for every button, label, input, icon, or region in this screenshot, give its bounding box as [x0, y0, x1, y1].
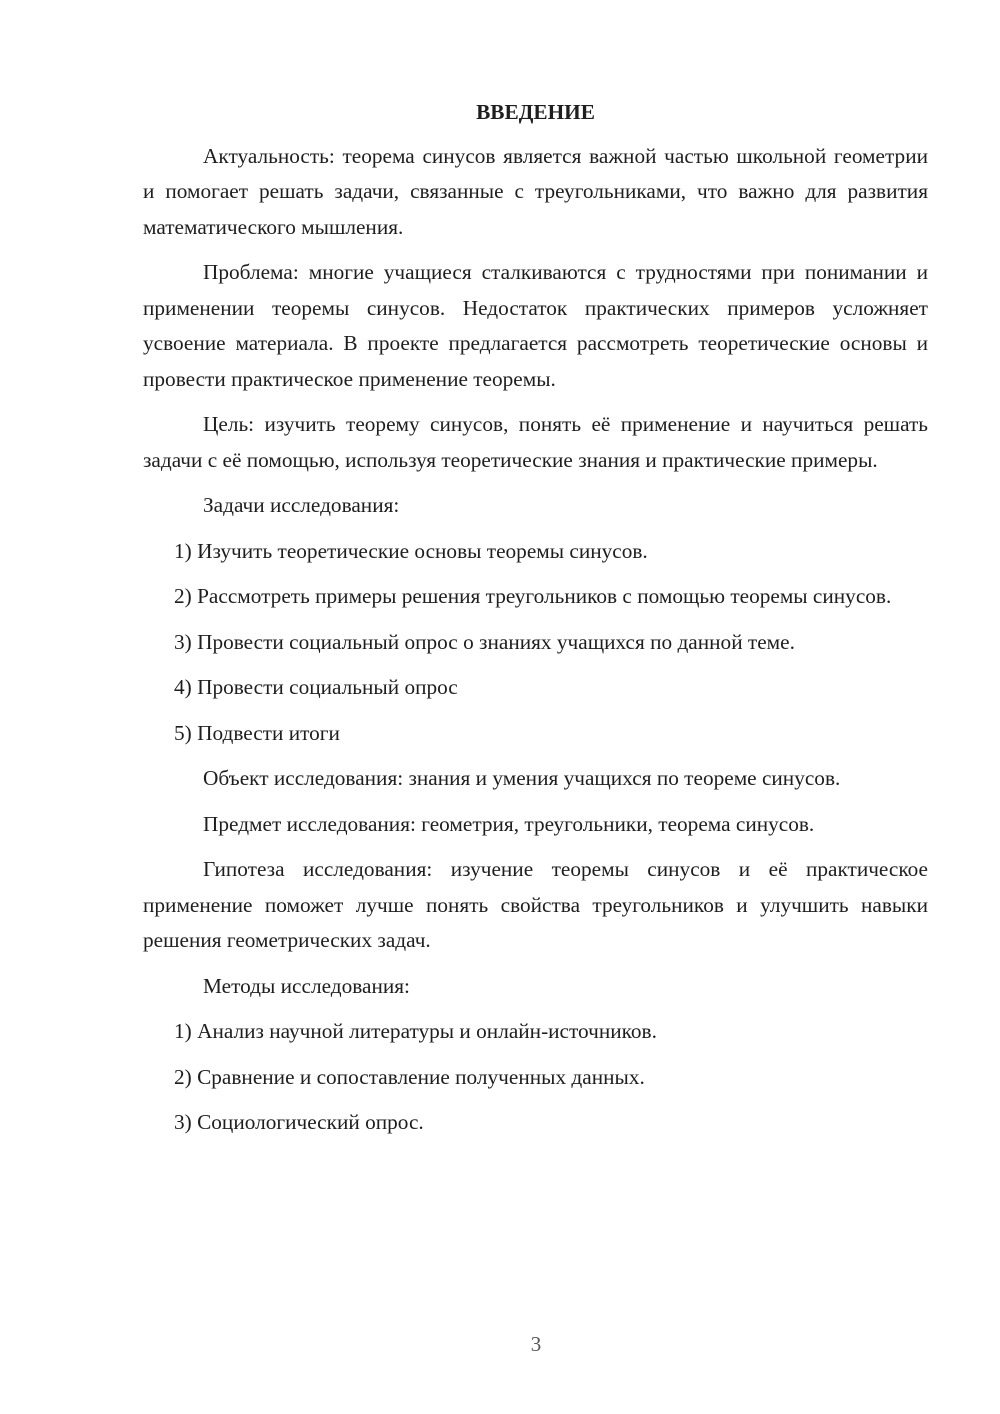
- task-item-3: 3) Провести социальный опрос о знаниях учащихся по данной теме.: [174, 629, 795, 654]
- task-item-4: 4) Провести социальный опрос: [174, 675, 458, 699]
- method-item-1: 1) Анализ научной литературы и онлайн-источников.: [174, 1019, 657, 1043]
- page-content: [143, 95, 928, 1151]
- methods-heading: Методы исследования:: [203, 973, 410, 998]
- subject-paragraph: Предмет исследования: геометрия, треугольники, теорема синусов.: [203, 811, 815, 836]
- task-item-1: 1) Изучить теоретические основы теоремы синусов.: [174, 538, 648, 563]
- tasks-heading: Задачи исследования:: [203, 493, 400, 517]
- task-item-5: 5) Подвести итоги: [174, 720, 340, 745]
- page-title: ВВЕДЕНИЕ: [476, 100, 595, 124]
- method-item-2: 2) Сравнение и сопоставление полученных данных.: [174, 1064, 645, 1089]
- problem-paragraph: Проблема: многие учащиеся сталкиваются с трудностями при понимании и применении теоремы синусов. Недостаток практических примеров усложняет усвоение материала. В проекте предлагается рассмотреть теоретические основы и провести практическое применение теоремы.: [143, 260, 928, 391]
- relevance-paragraph: Актуальность: теорема синусов является важной частью школьной геометрии и помогает решать задачи, связанные с треугольниками, что важно для развития математического мышления.: [143, 143, 928, 239]
- page-number: 3: [530, 1332, 542, 1356]
- goal-paragraph: Цель: изучить теорему синусов, понять её применение и научиться решать задачи с её помощью, используя теоретические знания и практические примеры.: [143, 412, 928, 472]
- method-item-3: 3) Социологический опрос.: [174, 1110, 424, 1134]
- task-item-2: 2) Рассмотреть примеры решения треугольников с помощью теоремы синусов.: [174, 584, 892, 608]
- object-paragraph: Объект исследования: знания и умения учащихся по теореме синусов.: [203, 766, 841, 790]
- hypothesis-paragraph: Гипотеза исследования: изучение теоремы синусов и её практическое применение поможет лучше понять свойства треугольников и улучшить навыки решения геометрических задач.: [143, 857, 928, 952]
